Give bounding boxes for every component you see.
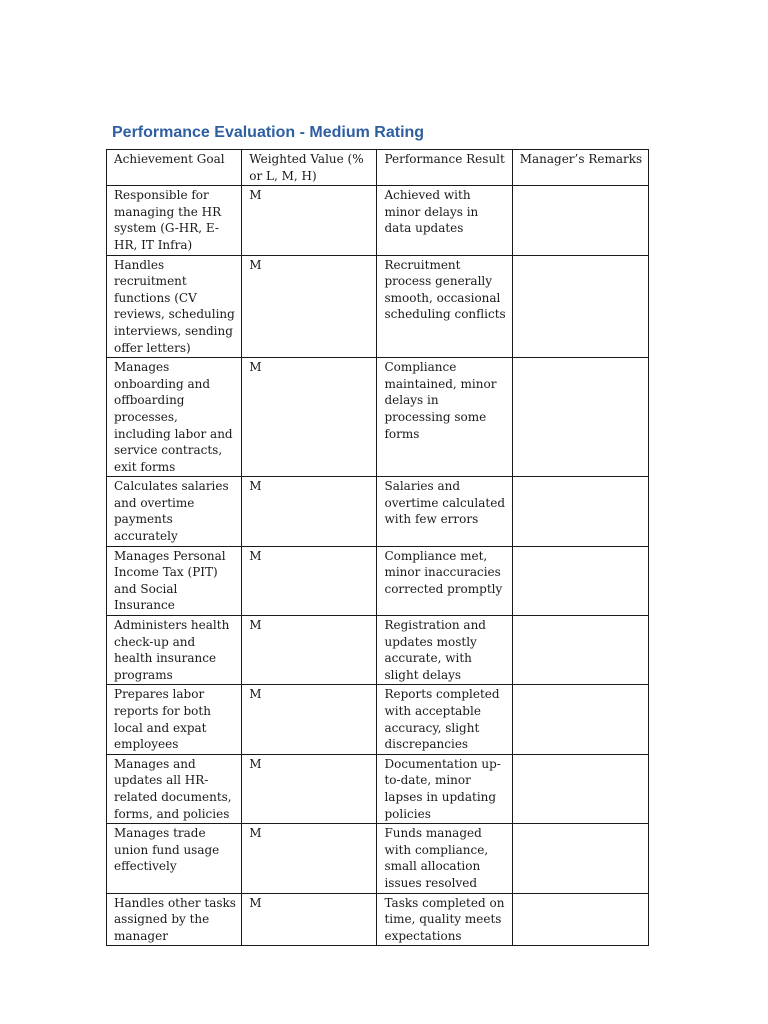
table-row: [107, 754, 649, 823]
cell-performance-result: Funds managed with compliance, small allocation issues resolved: [377, 824, 512, 893]
cell-performance-result: Compliance maintained, minor delays in processing some forms: [377, 358, 512, 477]
cell-weighted-value: M: [242, 477, 377, 546]
cell-achievement-goal: Responsible for managing the HR system (G-HR, E-HR, IT Infra): [107, 186, 242, 255]
cell-managers-remarks: [512, 616, 648, 685]
cell-managers-remarks: [512, 824, 648, 893]
cell-performance-result: Compliance met, minor inaccuracies corrected promptly: [377, 546, 512, 615]
cell-achievement-goal: Calculates salaries and overtime payments accurately: [107, 477, 242, 546]
cell-weighted-value: M: [242, 754, 377, 823]
cell-weighted-value: M: [242, 186, 377, 255]
table-row: [107, 358, 649, 477]
table-row: [107, 477, 649, 546]
cell-achievement-goal: Handles other tasks assigned by the manager: [107, 893, 242, 946]
cell-performance-result: Reports completed with acceptable accuracy, slight discrepancies: [377, 685, 512, 754]
cell-weighted-value: M: [242, 616, 377, 685]
cell-performance-result: Recruitment process generally smooth, occasional scheduling conflicts: [377, 255, 512, 358]
table-row: [107, 546, 649, 615]
cell-achievement-goal: Prepares labor reports for both local and expat employees: [107, 685, 242, 754]
document-title: Performance Evaluation - Medium Rating: [112, 124, 425, 141]
evaluation-table: [106, 149, 649, 946]
cell-weighted-value: M: [242, 685, 377, 754]
cell-performance-result: Documentation up-to-date, minor lapses in updating policies: [377, 754, 512, 823]
table-row: [107, 186, 649, 255]
cell-achievement-goal: Manages and updates all HR-related documents, forms, and policies: [107, 754, 242, 823]
cell-performance-result: Salaries and overtime calculated with few errors: [377, 477, 512, 546]
cell-performance-result: Tasks completed on time, quality meets expectations: [377, 893, 512, 946]
cell-managers-remarks: [512, 546, 648, 615]
table-row: [107, 255, 649, 358]
table-row: [107, 824, 649, 893]
cell-weighted-value: M: [242, 358, 377, 477]
table-row: [107, 685, 649, 754]
cell-weighted-value: M: [242, 255, 377, 358]
column-header-achievement-goal: Achievement Goal: [107, 150, 242, 186]
cell-performance-result: Registration and updates mostly accurate, with slight delays: [377, 616, 512, 685]
cell-managers-remarks: [512, 754, 648, 823]
cell-achievement-goal: Manages trade union fund usage effectively: [107, 824, 242, 893]
cell-achievement-goal: Manages Personal Income Tax (PIT) and Social Insurance: [107, 546, 242, 615]
cell-managers-remarks: [512, 255, 648, 358]
cell-managers-remarks: [512, 893, 648, 946]
cell-achievement-goal: Handles recruitment functions (CV reviews, scheduling interviews, sending offer letters): [107, 255, 242, 358]
cell-managers-remarks: [512, 685, 648, 754]
column-header-performance-result: Performance Result: [377, 150, 512, 186]
cell-managers-remarks: [512, 186, 648, 255]
column-header-managers-remarks: Manager’s Remarks: [512, 150, 648, 186]
table-header-row: [107, 150, 649, 186]
column-header-weighted-value: Weighted Value (% or L, M, H): [242, 150, 377, 186]
table-row: [107, 616, 649, 685]
table-row: [107, 893, 649, 946]
cell-managers-remarks: [512, 358, 648, 477]
cell-managers-remarks: [512, 477, 648, 546]
cell-achievement-goal: Manages onboarding and offboarding processes, including labor and service contracts, exit forms: [107, 358, 242, 477]
cell-achievement-goal: Administers health check-up and health insurance programs: [107, 616, 242, 685]
cell-weighted-value: M: [242, 824, 377, 893]
cell-weighted-value: M: [242, 893, 377, 946]
cell-weighted-value: M: [242, 546, 377, 615]
cell-performance-result: Achieved with minor delays in data updates: [377, 186, 512, 255]
